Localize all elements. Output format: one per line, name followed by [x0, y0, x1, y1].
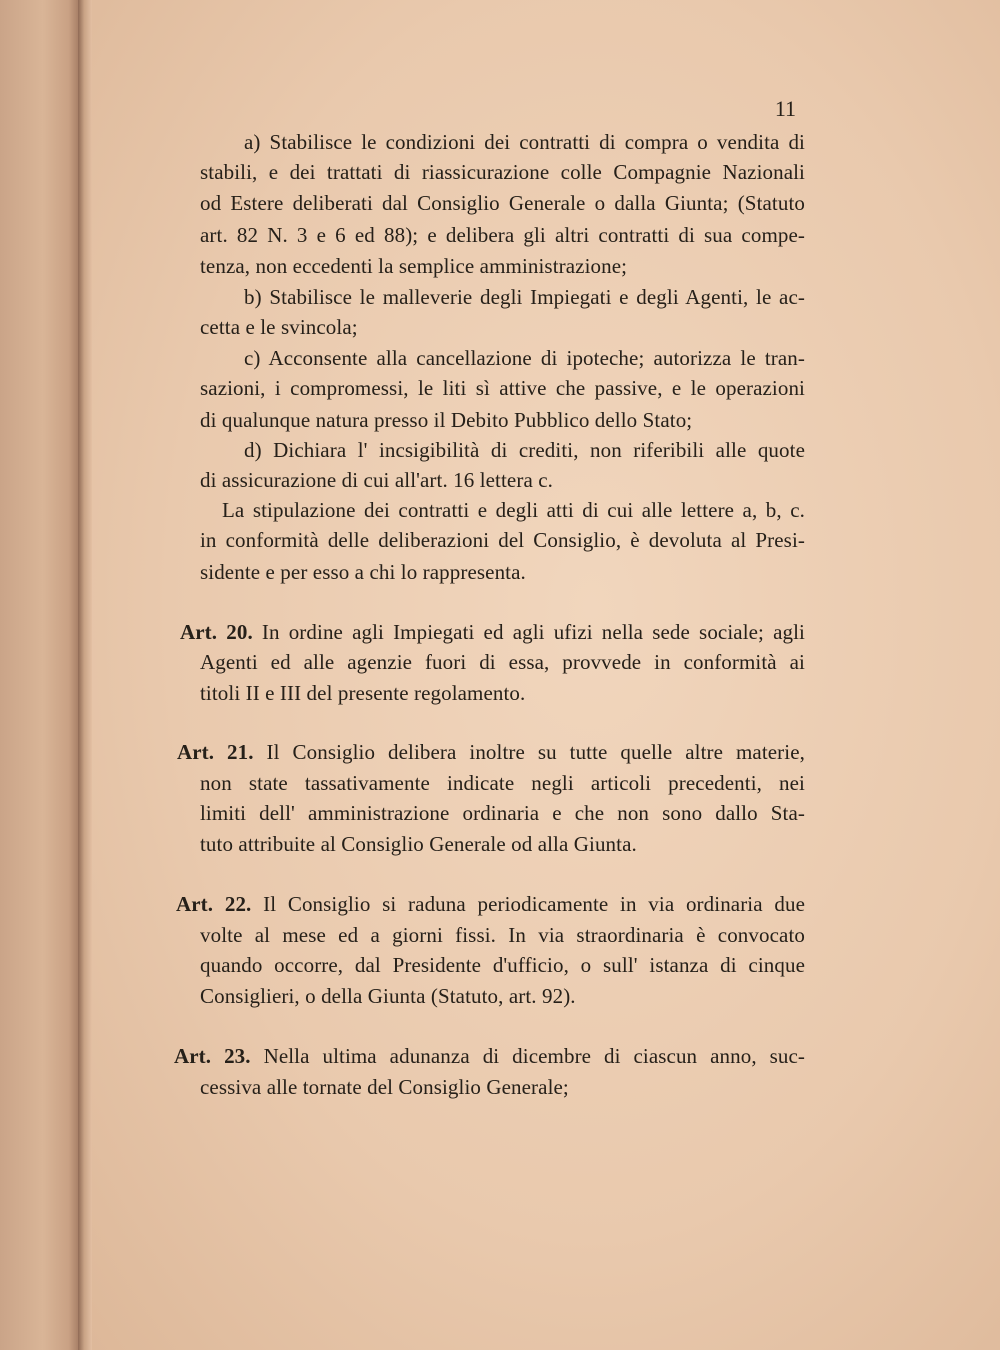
- left-page-edge: [0, 0, 78, 1350]
- text-line: [200, 925, 805, 946]
- text-line: [200, 652, 805, 673]
- text-line: [176, 894, 805, 915]
- text-line: [244, 440, 805, 461]
- text-line: [200, 955, 805, 976]
- article-label: Art. 21.: [177, 740, 267, 764]
- line-text: stabili, e dei trattati di riassicurazione colle Compagnie Nazionali: [200, 160, 805, 184]
- line-text: sidente e per esso a chi lo rappresenta.: [200, 560, 526, 584]
- text-line: [200, 683, 530, 704]
- line-text: Nella ultima adunanza di dicembre di ciascun anno, suc-: [263, 1044, 805, 1068]
- text-line: [200, 470, 568, 491]
- text-line: [200, 410, 731, 431]
- text-line: [222, 500, 805, 521]
- line-text: Agenti ed alle agenzie fuori di essa, provvede in conformità ai: [200, 650, 805, 674]
- text-line: [200, 834, 662, 855]
- line-text: Consiglieri, o della Giunta (Statuto, art. 92).: [200, 984, 576, 1008]
- line-text: quando occorre, dal Presidente d'ufficio, o sull' istanza di cinque: [200, 953, 805, 977]
- line-text: od Estere deliberati dal Consiglio Generale o dalla Giunta; (Statuto: [200, 191, 805, 215]
- article-label: Art. 23.: [174, 1044, 264, 1068]
- line-text: titoli II e III del presente regolamento.: [200, 681, 526, 705]
- line-text: sazioni, i compromessi, le liti sì attive che passive, e le operazioni: [200, 376, 805, 400]
- text-line: [244, 287, 805, 308]
- line-text: tenza, non eccedenti la semplice amministrazione;: [200, 254, 628, 278]
- book-gutter: [78, 0, 92, 1350]
- line-text: non state tassativamente indicate negli articoli precedenti, nei: [200, 771, 805, 795]
- line-text: b) Stabilisce le malleverie degli Impiegati e degli Agenti, le ac-: [244, 285, 805, 309]
- text-line: [180, 622, 805, 643]
- line-text: di qualunque natura presso il Debito Pubblico dello Stato;: [200, 408, 693, 432]
- text-line: [200, 256, 670, 277]
- text-line: [200, 162, 805, 183]
- text-line: [200, 317, 372, 338]
- text-line: [244, 132, 805, 153]
- line-text: Il Consiglio si raduna periodicamente in via ordinaria due: [263, 892, 805, 916]
- text-line: [200, 1077, 580, 1098]
- line-text: tuto attribuite al Consiglio Generale od alla Giunta.: [200, 832, 637, 856]
- page-number: 11: [774, 96, 796, 121]
- text-line: [200, 773, 805, 794]
- line-text: c) Acconsente alla cancellazione di ipoteche; autorizza le tran-: [244, 346, 805, 370]
- text-line: [177, 742, 805, 763]
- line-text: a) Stabilisce le condizioni dei contratti di compra o vendita di: [244, 130, 805, 154]
- text-line: [174, 1046, 805, 1067]
- text-line: [200, 530, 805, 551]
- line-text: cessiva alle tornate del Consiglio Generale;: [200, 1075, 569, 1099]
- text-line: [200, 225, 805, 246]
- article-label: Art. 20.: [180, 620, 262, 644]
- line-text: di assicurazione di cui all'art. 16 lettera c.: [200, 468, 553, 492]
- line-text: La stipulazione dei contratti e degli atti di cui alle lettere a, b, c.: [222, 498, 805, 522]
- text-line: [200, 378, 805, 399]
- text-line: [200, 803, 805, 824]
- text-line: [200, 193, 805, 214]
- line-text: In ordine agli Impiegati ed agli ufizi nella sede sociale; agli: [261, 620, 805, 644]
- line-text: in conformità delle deliberazioni del Consiglio, è devoluta al Presi-: [200, 528, 805, 552]
- text-line: [244, 348, 805, 369]
- line-text: d) Dichiara l' incsigibilità di crediti, non riferibili alle quote: [244, 438, 805, 462]
- article-label: Art. 22.: [176, 892, 264, 916]
- line-text: art. 82 N. 3 e 6 ed 88); e delibera gli altri contratti di sua compe-: [200, 223, 805, 247]
- text-line: [200, 986, 586, 1007]
- text-line: [200, 562, 568, 583]
- line-text: cetta e le svincola;: [200, 315, 358, 339]
- line-text: volte al mese ed a giorni fissi. In via straordinaria è convocato: [200, 923, 805, 947]
- line-text: Il Consiglio delibera inoltre su tutte quelle altre materie,: [266, 740, 805, 764]
- line-text: limiti dell' amministrazione ordinaria e che non sono dallo Sta-: [200, 801, 805, 825]
